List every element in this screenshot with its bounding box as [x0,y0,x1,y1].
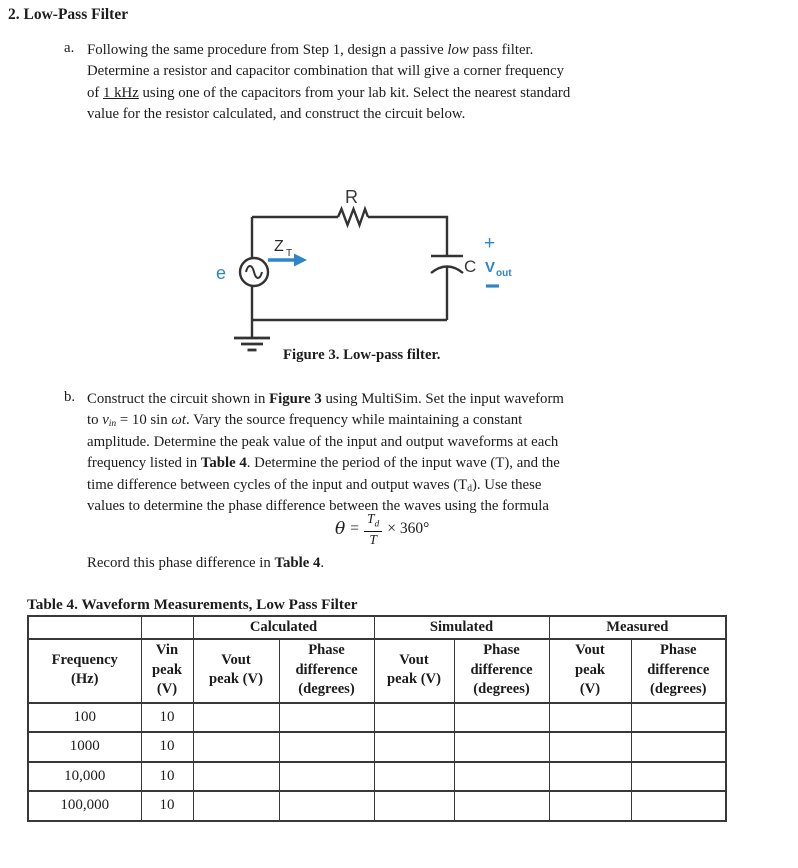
column-header-cell [28,639,141,703]
section-title: 2. Low-Pass Filter [8,6,129,23]
column-header-line: (degrees) [473,681,530,697]
data-cell: 10 [141,762,193,792]
text-segment: ). Use these [471,476,542,493]
group-header-cell: Simulated [374,616,549,639]
text-segment: Table 4 [274,555,321,571]
table-row [28,791,726,821]
empty-measurement-cell [549,762,631,792]
formula-fraction [364,512,382,547]
text-segment: d [467,483,472,494]
column-header-line: (degrees) [298,681,355,697]
item-b-paragraph [87,389,564,517]
empty-measurement-cell [279,732,374,762]
paragraph-line [87,104,570,125]
data-cell: 10,000 [28,762,141,792]
text-segment: amplitude. Determine the peak value of the input and output waveforms at each [87,433,559,450]
text-segment: time difference between cycles of the input and output waves (T [87,476,468,493]
empty-measurement-cell [631,791,726,821]
column-header-line: (degrees) [650,681,707,697]
data-cell: 10 [141,703,193,733]
empty-measurement-cell [279,762,374,792]
empty-measurement-cell [374,762,454,792]
data-cell: 100 [28,703,141,733]
low-pass-filter-circuit-diagram [200,183,530,359]
column-header-cell [279,639,374,703]
resistor-label: R [345,187,358,207]
empty-measurement-cell [631,703,726,733]
column-header-line: (V) [579,681,601,697]
column-header-line: Phase [483,642,520,658]
paragraph-line [87,410,564,431]
source-label: e [216,263,227,283]
empty-measurement-cell [631,762,726,792]
column-header-line: difference [295,661,358,678]
column-header-cell [141,639,193,703]
measurements-table [27,615,727,822]
text-segment: Following the same procedure from Step 1, design a passive [87,42,448,58]
group-header-cell: Measured [549,616,726,639]
impedance-label-sub: T [286,248,293,259]
paragraph-line [87,432,564,453]
formula-equals: = [350,520,359,538]
text-segment: using MultiSim. Set the input waveform [321,391,564,407]
empty-measurement-cell [454,791,549,821]
empty-measurement-cell [279,703,374,733]
data-cell: 10 [141,791,193,821]
paragraph-line [87,40,570,61]
group-header-row [28,616,726,639]
empty-measurement-cell [549,703,631,733]
column-header-cell [454,639,549,703]
text-segment: = 10 sin [116,412,172,429]
formula-rhs: × 360° [387,520,430,538]
data-cell: 10 [141,732,193,762]
text-segment: Construct the circuit shown in [87,391,270,407]
empty-measurement-cell [279,791,374,821]
column-header-line: difference [470,661,533,678]
paragraph-line [87,83,570,104]
column-header-line: Vin [155,642,179,658]
table-container [27,615,727,822]
empty-measurement-cell [549,791,631,821]
impedance-label: Z [274,238,284,255]
vout-label: V [485,259,496,276]
text-segment: low [447,42,469,58]
circuit-wires [240,209,463,338]
blank-header-cell [141,616,193,639]
column-header-line: peak (V) [209,671,263,688]
text-segment: v [102,412,109,429]
empty-measurement-cell [454,762,549,792]
table-head [28,616,726,703]
empty-measurement-cell [454,703,549,733]
column-header-cell [631,639,726,703]
formula-theta: θ [335,519,346,540]
column-header-cell [549,639,631,703]
text-segment: 1 kHz [103,84,139,101]
empty-measurement-cell [193,791,279,821]
table-row [28,762,726,792]
column-header-line: peak (V) [387,671,441,688]
vout-plus-sign: + [484,233,496,254]
column-header-line: Phase [660,642,697,658]
empty-measurement-cell [374,791,454,821]
paragraph-line [87,475,564,496]
text-segment: to [87,412,103,429]
blank-header-cell [28,616,141,639]
phase-formula [335,512,429,547]
empty-measurement-cell [374,703,454,733]
empty-measurement-cell [374,732,454,762]
empty-measurement-cell [193,732,279,762]
text-segment: frequency listed in [87,455,201,472]
text-segment: . [320,555,325,571]
text-segment: Figure 3 [269,391,322,407]
empty-measurement-cell [193,762,279,792]
column-header-line: Phase [308,642,345,658]
formula-numerator: $T_d$ [364,512,382,532]
text-segment: . Vary the source frequency while maintaining a constant [185,412,523,429]
capacitor-label: C [464,257,477,276]
column-header-line: Vout [399,651,429,668]
paragraph-line [87,61,570,82]
data-cell: 100,000 [28,791,141,821]
text-segment: of [87,84,104,101]
figure-caption: Figure 3. Low-pass filter. [283,347,441,363]
table-row [28,732,726,762]
empty-measurement-cell [454,732,549,762]
wire-top-right [368,217,447,256]
data-cell: 1000 [28,732,141,762]
column-header-cell [193,639,279,703]
item-a-paragraph [87,40,570,126]
text-segment: Table 4 [200,455,247,472]
paragraph-line [87,389,564,410]
group-header-cell: Calculated [193,616,374,639]
column-header-line: peak [575,661,606,678]
text-segment: values to determine the phase difference between the waves using the formula [87,497,549,514]
empty-measurement-cell [193,703,279,733]
measurement-rows [28,703,726,821]
sine-wave-icon [246,266,262,278]
column-header-row [28,639,726,703]
column-header-cell [374,639,454,703]
text-segment: . Determine the period of the input wave (T), and the [246,455,560,472]
empty-measurement-cell [549,732,631,762]
ground-icon [234,338,270,350]
text-segment: Determine a resistor and capacitor combination that will give a corner frequency [87,63,565,80]
text-segment: in [108,419,117,430]
vout-label-sub: out [496,268,512,279]
text-segment: pass filter. [468,42,534,58]
table-row [28,703,726,733]
text-segment: using one of the capacitors from your lab kit. Select the nearest standard [138,84,571,101]
empty-measurement-cell [631,732,726,762]
text-segment: ωt [171,412,186,429]
column-header-line: (V) [156,681,178,697]
column-header-line: peak [151,661,182,678]
paragraph-line [87,453,564,474]
item-a-marker: a. [64,40,75,56]
record-instruction [87,553,324,574]
text-segment: Record this phase difference in [87,555,275,571]
column-header-line: Vout [575,642,605,658]
resistor-symbol [338,209,368,225]
column-header-line: (Hz) [70,671,99,688]
table-title: Table 4. Waveform Measurements, Low Pass Filter [27,596,358,613]
column-header-line: difference [647,661,710,678]
paragraph-line [87,496,564,517]
column-header-line: Frequency [51,651,118,668]
item-b-marker: b. [64,389,76,405]
text-segment: value for the resistor calculated, and construct the circuit below. [87,106,466,123]
formula-denominator: T [369,532,377,548]
column-header-line: Vout [221,651,251,668]
